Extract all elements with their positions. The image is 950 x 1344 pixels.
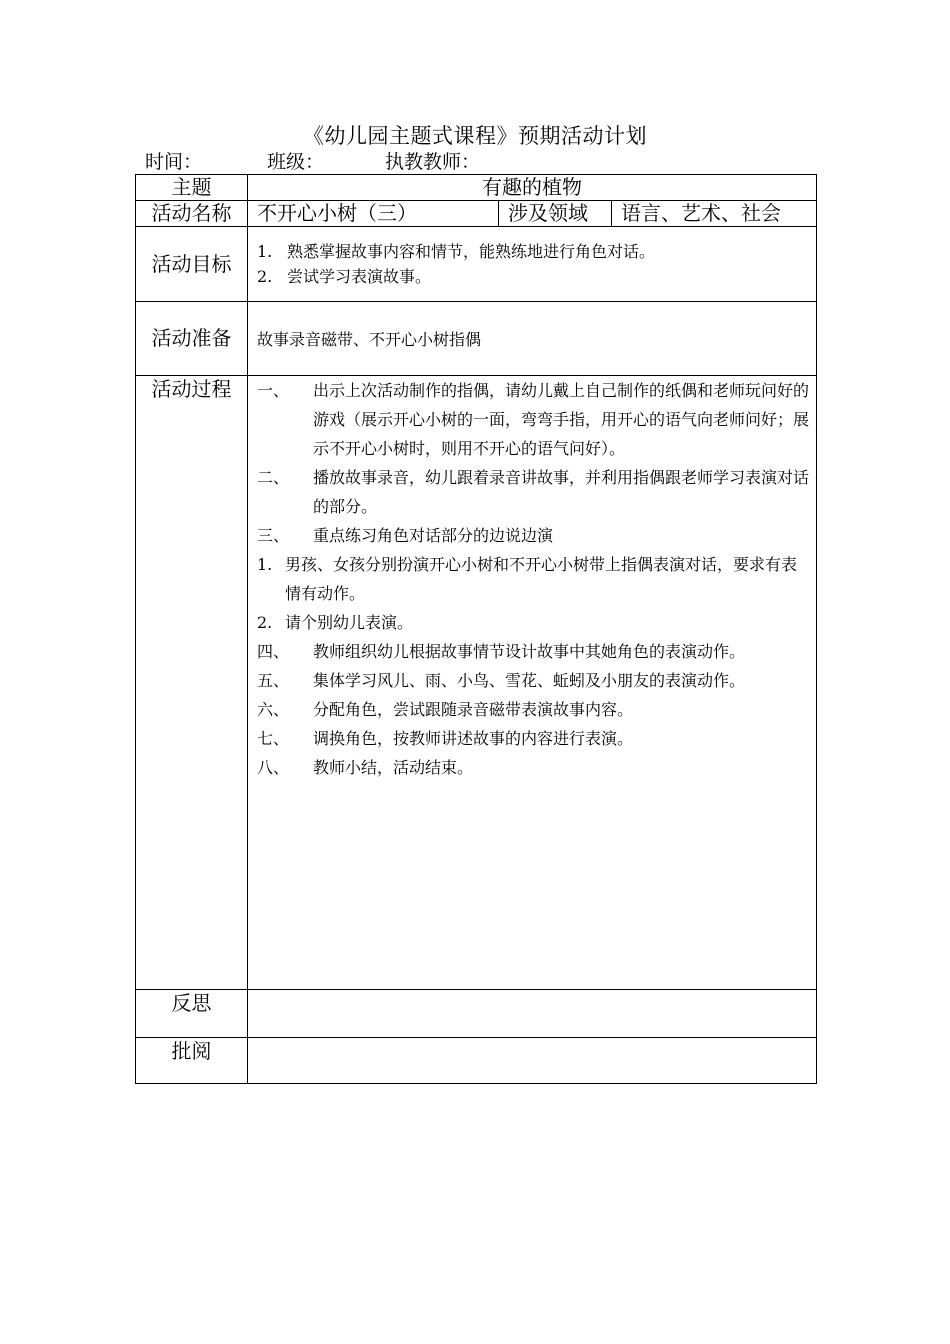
process-row [136, 376, 817, 990]
process-step [257, 724, 810, 753]
goal-text: 尝试学习表演故事。 [287, 267, 432, 286]
process-step [257, 376, 810, 463]
goals-row [136, 227, 817, 302]
goal-item [257, 264, 808, 289]
time-label: 时间： [145, 151, 203, 173]
process-substep [257, 550, 810, 608]
goals-label: 活动目标 [136, 227, 248, 302]
process-content [248, 376, 817, 990]
activity-plan-table [135, 174, 817, 1084]
process-label: 活动过程 [136, 376, 248, 990]
prep-row [136, 302, 817, 376]
process-step [257, 521, 810, 550]
step-text: 重点练习角色对话部分的边说边演 [313, 526, 554, 545]
activity-name-label: 活动名称 [136, 201, 248, 227]
substep-text: 男孩、女孩分别扮演开心小树和不开心小树带上指偶表演对话，要求有表情有动作。 [285, 555, 798, 603]
activity-name-row [136, 201, 817, 227]
activity-name-value: 不开心小树（三） [248, 201, 499, 227]
reflection-value[interactable] [248, 990, 817, 1038]
step-text: 调换角色，按教师讲述故事的内容进行表演。 [313, 729, 634, 748]
review-row [136, 1038, 817, 1084]
prep-text: 故事录音磁带、不开心小树指偶 [248, 302, 817, 376]
process-step [257, 695, 810, 724]
step-text: 教师小结，活动结束。 [313, 758, 474, 777]
step-number: 一、 [257, 381, 290, 400]
process-substep [257, 608, 810, 637]
reflection-label: 反思 [136, 990, 248, 1038]
goals-list [248, 227, 817, 302]
step-text: 播放故事录音，幼儿跟着录音讲故事，并利用指偶跟老师学习表演对话的部分。 [313, 468, 810, 516]
step-number: 六、 [257, 700, 290, 719]
process-step [257, 463, 810, 521]
goal-number: 1. [257, 242, 273, 261]
step-text: 出示上次活动制作的指偶，请幼儿戴上自己制作的纸偶和老师玩问好的游戏（展示开心小树的一面，弯弯手指，用开心的语气向老师问好；展示不开心小树时，则用不开心的语气问好）。 [313, 381, 810, 458]
review-label: 批阅 [136, 1038, 248, 1084]
document-title: 《幼儿园主题式课程》预期活动计划 [303, 124, 647, 148]
step-number: 八、 [257, 758, 290, 777]
substep-text: 请个别幼儿表演。 [285, 613, 414, 632]
domain-value: 语言、艺术、社会 [612, 201, 817, 227]
process-step [257, 637, 810, 666]
step-number: 四、 [257, 642, 290, 661]
step-text: 教师组织幼儿根据故事情节设计故事中其她角色的表演动作。 [313, 642, 746, 661]
step-number: 二、 [257, 468, 290, 487]
class-label: 班级： [267, 151, 325, 173]
step-text: 集体学习风儿、雨、小鸟、雪花、蚯蚓及小朋友的表演动作。 [313, 671, 746, 690]
theme-value: 有趣的植物 [248, 175, 817, 201]
step-number: 五、 [257, 671, 290, 690]
domain-label: 涉及领域 [499, 201, 612, 227]
goal-number: 2. [257, 267, 273, 286]
substep-number: 2. [257, 613, 273, 632]
prep-label: 活动准备 [136, 302, 248, 376]
process-step [257, 753, 810, 782]
theme-label: 主题 [136, 175, 248, 201]
teacher-label: 执教教师： [385, 151, 481, 173]
substep-number: 1. [257, 555, 273, 574]
review-value[interactable] [248, 1038, 817, 1084]
step-text: 分配角色，尝试跟随录音磁带表演故事内容。 [313, 700, 634, 719]
goal-text: 熟悉掌握故事内容和情节，能熟练地进行角色对话。 [287, 242, 656, 261]
step-number: 三、 [257, 526, 290, 545]
goal-item [257, 239, 808, 264]
theme-row [136, 175, 817, 201]
meta-line [145, 150, 845, 174]
process-step [257, 666, 810, 695]
step-number: 七、 [257, 729, 290, 748]
reflection-row [136, 990, 817, 1038]
